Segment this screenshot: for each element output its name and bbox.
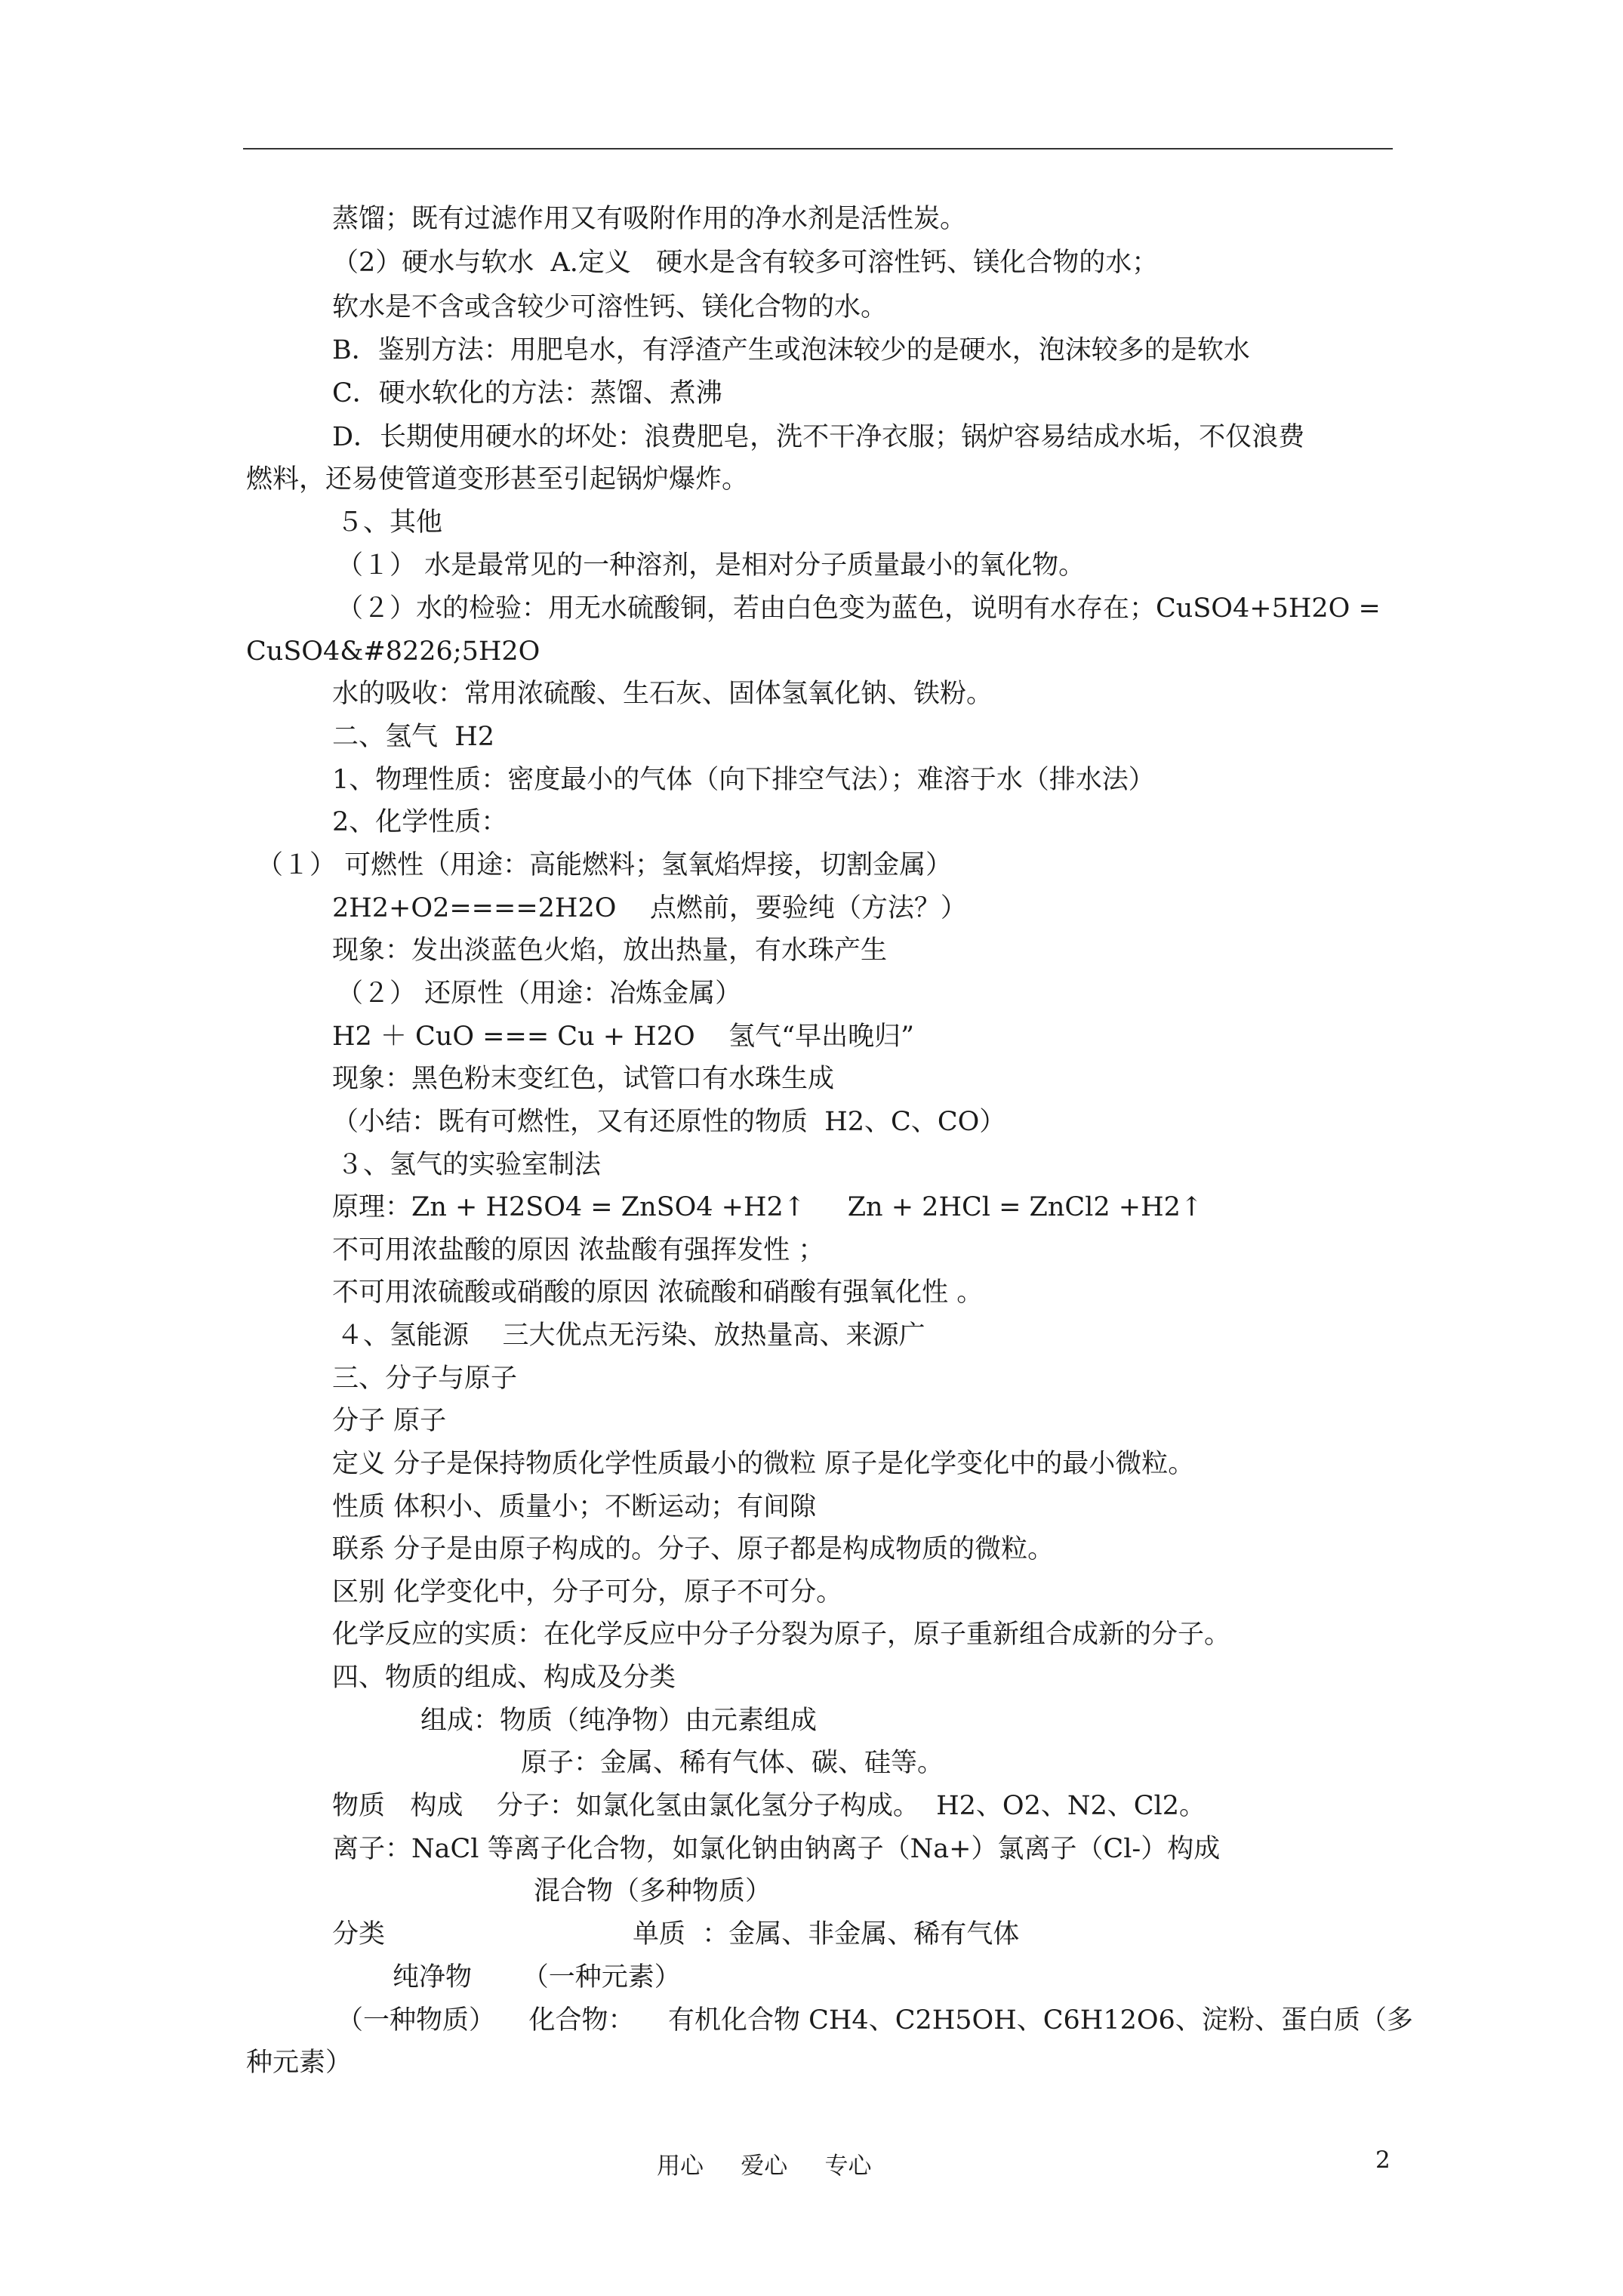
text-line: 三、分子与原子 bbox=[332, 1364, 518, 1394]
text-line: 离子：NaCl 等离子化合物，如氯化钠由钠离子（Na+）氯离子（Cl-）构成 bbox=[332, 1834, 1221, 1864]
text-line: ５、其他 bbox=[337, 507, 443, 538]
text-line: 纯净物 （一种元素） bbox=[393, 1962, 681, 1992]
text-line: 物质 构成 分子：如氯化氢由氯化氢分子构成。 H2、O2、N2、Cl2。 bbox=[332, 1791, 1206, 1821]
text-line: H2 ＋ CuO === Cu + H2O 氢气“早出晚归” bbox=[332, 1022, 914, 1052]
footer-motto: 用心 爱心 专心 bbox=[657, 2153, 872, 2180]
text-line: 单质 ：金属、非金属、稀有气体 bbox=[633, 1919, 1020, 1949]
text-line: 四、物质的组成、构成及分类 bbox=[332, 1663, 676, 1693]
text-line: B．鉴别方法：用肥皂水，有浮渣产生或泡沫较少的是硬水，泡沫较多的是软水 bbox=[332, 335, 1250, 365]
text-line: 燃料，还易使管道变形甚至引起锅炉爆炸。 bbox=[246, 464, 749, 495]
text-line: （１） 水是最常见的一种溶剂，是相对分子质量最小的氧化物。 bbox=[337, 550, 1086, 581]
text-line: （一种物质） 化合物： 有机化合物 CH4、C2H5OH、C6H12O6、淀粉、蛋白质（多 bbox=[337, 2005, 1413, 2036]
text-line: 软水是不含或含较少可溶性钙、镁化合物的水。 bbox=[332, 292, 888, 322]
text-line: 原理：Zn + H2SO4 = ZnSO4 +H2↑ Zn + 2HCl = ZnCl2 +H2↑ bbox=[332, 1192, 1203, 1222]
text-line: （１） 可燃性（用途：高能燃料；氢氧焰焊接，切割金属） bbox=[257, 850, 953, 880]
text-line: 性质 体积小、质量小；不断运动；有间隙 bbox=[332, 1492, 817, 1522]
text-line: （小结：既有可燃性，又有还原性的物质 H2、C、CO） bbox=[332, 1107, 1006, 1137]
text-line: 现象：发出淡蓝色火焰，放出热量，有水珠产生 bbox=[332, 935, 888, 966]
header-rule bbox=[243, 148, 1393, 149]
text-line: 分子 原子 bbox=[332, 1406, 447, 1436]
text-line: 蒸馏；既有过滤作用又有吸附作用的净水剂是活性炭。 bbox=[332, 204, 967, 234]
text-line: 定义 分子是保持物质化学性质最小的微粒 原子是化学变化中的最小微粒。 bbox=[332, 1449, 1195, 1479]
text-line: ４、氢能源 三大优点无污染、放热量高、来源广 bbox=[337, 1321, 925, 1351]
text-line: 分类 bbox=[332, 1919, 386, 1949]
text-line: 2、化学性质： bbox=[332, 807, 508, 837]
text-line: （２） 还原性（用途：冶炼金属） bbox=[337, 978, 742, 1009]
text-line: （２）水的检验：用无水硫酸铜，若由白色变为蓝色，说明有水存在；CuSO4+5H2O = bbox=[337, 593, 1381, 624]
text-line: 现象：黑色粉末变红色，试管口有水珠生成 bbox=[332, 1064, 835, 1094]
text-line: 种元素） bbox=[246, 2048, 353, 2078]
text-line: 不可用浓硫酸或硝酸的原因 浓硫酸和硝酸有强氧化性 。 bbox=[332, 1277, 984, 1308]
text-line: C．硬水软化的方法：蒸馏、煮沸 bbox=[332, 378, 722, 408]
page-number: 2 bbox=[1375, 2147, 1390, 2174]
text-line: 区别 化学变化中，分子可分，原子不可分。 bbox=[332, 1577, 843, 1607]
text-line: 联系 分子是由原子构成的。分子、原子都是构成物质的微粒。 bbox=[332, 1534, 1055, 1564]
text-line: 2H2+O2====2H2O 点燃前，要验纯（方法？） bbox=[332, 893, 967, 923]
text-line: 1、物理性质：密度最小的气体（向下排空气法）；难溶于水（排水法） bbox=[332, 765, 1155, 795]
text-line: 组成：物质（纯净物）由元素组成 bbox=[420, 1706, 818, 1736]
text-line: 水的吸收：常用浓硫酸、生石灰、固体氢氧化钠、铁粉。 bbox=[332, 679, 993, 709]
text-line: 化学反应的实质：在化学反应中分子分裂为原子，原子重新组合成新的分子。 bbox=[332, 1620, 1231, 1650]
text-line: 混合物（多种物质） bbox=[534, 1876, 772, 1906]
text-line: 不可用浓盐酸的原因 浓盐酸有强挥发性 ； bbox=[332, 1235, 825, 1265]
text-line: D．长期使用硬水的坏处：浪费肥皂，洗不干净衣服；锅炉容易结成水垢，不仅浪费 bbox=[332, 422, 1305, 452]
text-line: （2）硬水与软水 A.定义 硬水是含有较多可溶性钙、镁化合物的水； bbox=[332, 248, 1159, 278]
text-line: CuSO4&#8226;5H2O bbox=[246, 636, 540, 667]
text-line: 原子：金属、稀有气体、碳、硅等。 bbox=[521, 1748, 944, 1778]
text-line: ３、氢气的实验室制法 bbox=[337, 1150, 602, 1180]
text-line: 二、氢气 H2 bbox=[332, 722, 495, 752]
